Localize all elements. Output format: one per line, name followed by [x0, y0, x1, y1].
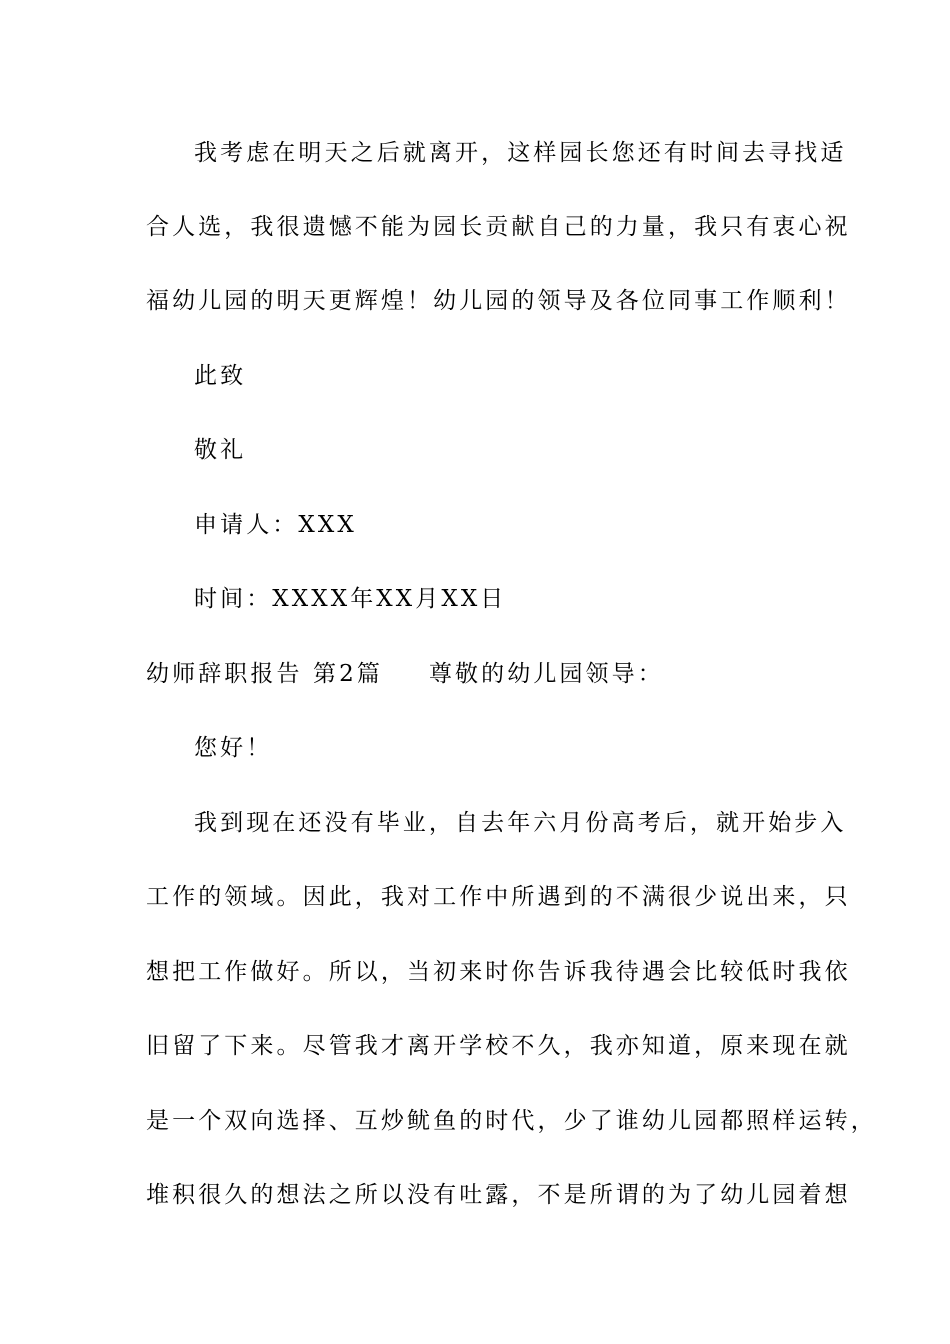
paragraph-line: 工作的领域。因此，我对工作中所遇到的不满很少说出来，只 — [146, 884, 851, 910]
closing-line: 此致 — [194, 363, 247, 389]
paragraph-line: 堆积很久的想法之所以没有吐露，不是所谓的为了幼儿园着想 — [146, 1182, 851, 1208]
paragraph-line: 是一个双向选择、互炒鱿鱼的时代，少了谁幼儿园都照样运转， — [146, 1108, 877, 1134]
date-line: 时间：XXXX年XX月XX日 — [194, 586, 507, 612]
salutation: 尊敬的幼儿园领导： — [428, 661, 664, 687]
section-title: 幼师辞职报告 第2篇 — [146, 661, 383, 687]
greeting-line: 您好！ — [194, 735, 273, 761]
paragraph-line: 我考虑在明天之后就离开，这样园长您还有时间去寻找适 — [194, 140, 847, 166]
closing-line: 敬礼 — [194, 437, 247, 463]
paragraph-line: 福幼儿园的明天更辉煌！幼儿园的领导及各位同事工作顺利！ — [146, 288, 851, 314]
paragraph-line: 想把工作做好。所以，当初来时你告诉我待遇会比较低时我依 — [146, 959, 851, 985]
paragraph-line: 我到现在还没有毕业，自去年六月份高考后，就开始步入 — [194, 810, 847, 836]
section-heading — [146, 659, 826, 689]
paragraph-line: 旧留了下来。尽管我才离开学校不久，我亦知道，原来现在就 — [146, 1033, 851, 1059]
applicant-line: 申请人：XXX — [194, 512, 357, 538]
paragraph-line: 合人选，我很遗憾不能为园长贡献自己的力量，我只有衷心祝 — [146, 214, 851, 240]
